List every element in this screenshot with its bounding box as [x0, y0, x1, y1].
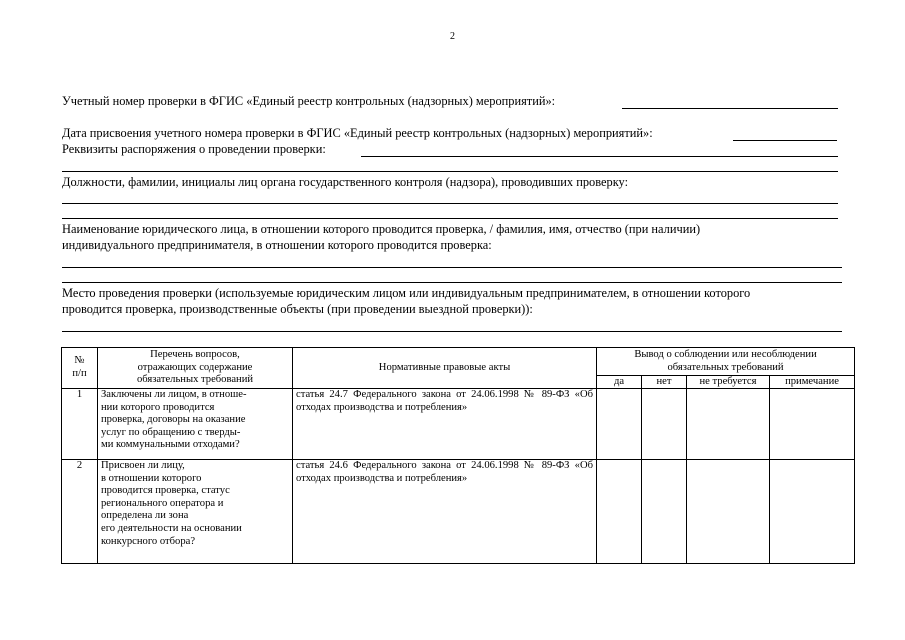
row-act: статья 24.7 Федерального закона от 24.06.1998 № 89-ФЗ «Об отходах производства и потребления»: [293, 389, 597, 460]
header-num: № п/п: [62, 348, 98, 389]
row-note-cell[interactable]: [770, 460, 855, 564]
order-details-label: Реквизиты распоряжения о проведении проверки:: [62, 142, 326, 156]
row-yes-cell[interactable]: [597, 460, 642, 564]
header-not-required: не требуется: [687, 376, 770, 389]
row-yes-cell[interactable]: [597, 389, 642, 460]
row-num: 1: [62, 389, 98, 460]
header-note: примечание: [770, 376, 855, 389]
place-label-line1: Место проведения проверки (используемые юридическим лицом или индивидуальным предпринимателем, в отношении которого: [62, 286, 751, 300]
row-not-required-cell[interactable]: [687, 389, 770, 460]
row-note-cell[interactable]: [770, 389, 855, 460]
registration-number-label: Учетный номер проверки в ФГИС «Единый реестр контрольных (надзорных) мероприятий»:: [62, 94, 556, 108]
header-acts: Нормативные правовые акты: [293, 348, 597, 389]
entity-label-line2: индивидуального предпринимателя, в отношении которого проводится проверка:: [62, 238, 492, 252]
header-conclusion: Вывод о соблюдении или несоблюдении обязательных требований: [597, 348, 855, 376]
inspectors-label: Должности, фамилии, инициалы лиц органа государственного контроля (надзора), проводивших проверку:: [62, 175, 629, 189]
header-questions: Перечень вопросов, отражающих содержание обязательных требований: [98, 348, 293, 389]
row-no-cell[interactable]: [642, 460, 687, 564]
place-label-line2: проводится проверка, производственные объекты (при проведении выездной проверки)):: [62, 302, 533, 316]
page-number: 2: [450, 31, 455, 42]
registration-number-field[interactable]: [622, 108, 838, 109]
row-question: Заключены ли лицом, в отноше- нии которого проводится проверка, договоры на оказание услуг по обращению с тверды- ми коммунальными отходами?: [98, 389, 293, 460]
entity-label-line1: Наименование юридического лица, в отношении которого проводится проверка, / фамилия, имя, отчество (при наличии): [62, 222, 701, 236]
registration-date-label: Дата присвоения учетного номера проверки в ФГИС «Единый реестр контрольных (надзорных) мероприятий»:: [62, 126, 653, 140]
row-question: Присвоен ли лицу, в отношении которого проводится проверка, статус регионального оператора и определена ли зона его деятельности на основании конкурсного отбора?: [98, 460, 293, 564]
table-row: [62, 460, 855, 564]
checklist-table: [61, 347, 855, 564]
inspectors-line-1[interactable]: [62, 203, 838, 204]
table-row: [62, 389, 855, 460]
place-line[interactable]: [62, 331, 842, 332]
row-not-required-cell[interactable]: [687, 460, 770, 564]
registration-date-field[interactable]: [733, 140, 837, 141]
entity-line-1[interactable]: [62, 267, 842, 268]
row-no-cell[interactable]: [642, 389, 687, 460]
order-details-line[interactable]: [62, 171, 838, 172]
entity-line-2[interactable]: [62, 282, 842, 283]
inspectors-line-2[interactable]: [62, 218, 838, 219]
row-num: 2: [62, 460, 98, 564]
row-act: статья 24.6 Федерального закона от 24.06.1998 № 89-ФЗ «Об отходах производства и потребления»: [293, 460, 597, 564]
header-no: нет: [642, 376, 687, 389]
order-details-field[interactable]: [361, 156, 838, 157]
header-yes: да: [597, 376, 642, 389]
